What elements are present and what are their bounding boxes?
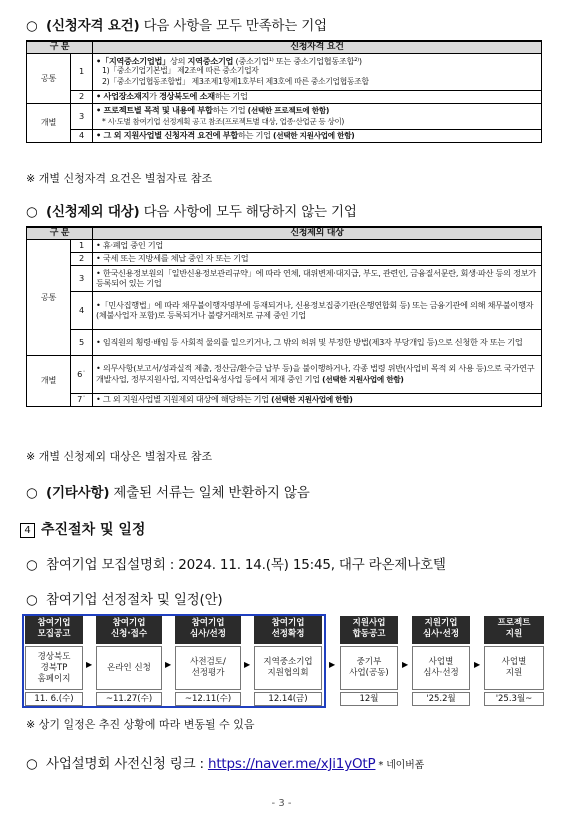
row-content: • 국세 또는 지방세를 체납 중인 자 또는 기업 xyxy=(93,252,542,265)
row-content xyxy=(93,129,542,142)
text: 프로젝트 xyxy=(497,618,531,628)
text: 사업(공동) xyxy=(349,668,389,678)
text: 선정평가 xyxy=(191,668,225,678)
bullet-icon: ○ xyxy=(26,592,38,608)
row-number: 4 xyxy=(71,291,93,329)
flow-step-date: 11. 6.(수) xyxy=(25,692,83,706)
flow-step-date: ~12.11(수) xyxy=(175,692,241,706)
other-label: (기타사항) xyxy=(46,485,110,501)
flow-step-body xyxy=(340,646,398,690)
text: (선택한 지원사업에 한함) xyxy=(273,130,355,140)
flow-step-head xyxy=(254,616,322,644)
table-row xyxy=(27,355,542,393)
page-number: - 3 - xyxy=(271,798,292,809)
text: 경상북도 xyxy=(37,651,71,662)
flow-step-body xyxy=(484,646,544,690)
bullet-icon: ○ xyxy=(26,756,38,772)
flow-step-head xyxy=(412,616,470,644)
text: 합동공고 xyxy=(352,629,386,639)
row-content xyxy=(93,355,542,393)
text: 가 xyxy=(149,91,160,102)
flow-step-head xyxy=(96,616,162,644)
naver-form-note: * 네이버폼 xyxy=(375,760,425,771)
row-number: 1 xyxy=(71,239,93,252)
row-content xyxy=(93,393,542,406)
text: 모집공고 xyxy=(37,629,71,639)
briefing-session-text: 참여기업 모집설명회 : 2024. 11. 14.(목) 15:45, 대구 라온제나호텔 xyxy=(46,557,446,573)
text: 하는 기업 xyxy=(237,129,274,140)
selection-schedule-line xyxy=(26,588,223,608)
flow-step-head xyxy=(340,616,398,644)
flow-step-head xyxy=(175,616,241,644)
flow-step xyxy=(175,616,241,706)
row-content: • 한국신용정보원의「일반신용정보관리규약」에 따라 연체, 대위변제·대지급, 부도, 관련인, 금융질서문란, 회생·파산 등의 정보가 등록되어 있는 기업 xyxy=(93,265,542,291)
sub-text: 2)「중소기업협동조합법」 제3조제1항제1호부터 제3호에 따른 중소기업협동조합 xyxy=(102,76,369,86)
registration-link-line xyxy=(26,752,424,772)
text: •「지역중소기업법」 xyxy=(96,55,170,66)
group-individual: 개별 xyxy=(27,355,71,406)
text: (선택한 프로젝트에 한함) xyxy=(247,106,330,115)
text: 지원협의회 xyxy=(267,668,309,678)
other-text: 제출된 서류는 일체 반환하지 않음 xyxy=(109,485,310,501)
text: 경상북도에 소재 xyxy=(159,91,215,102)
table-row xyxy=(27,103,542,129)
text: 하는 기업 xyxy=(214,91,248,102)
section-exclusion-heading xyxy=(26,200,357,220)
text: 심사·선정 xyxy=(422,629,460,639)
selection-schedule-text: 참여기업 선정절차 및 일정(안) xyxy=(46,592,223,608)
text: 지역중소기업 xyxy=(263,657,313,667)
row-content: •「민사집행법」에 따라 채무불이행자명부에 등재되거나, 신용정보집중기관(은행연합회 등) 또는 금융기관에 의해 채무불이행자(체불사업자 포함)로 등록되거나 불량거래처로 규제 중인 기업 xyxy=(93,291,542,329)
arrow-right-icon: ▶ xyxy=(86,660,93,669)
text: • 그 외 지원사업별 신청자격 요건에 부합 xyxy=(96,129,238,140)
arrow-right-icon: ▶ xyxy=(329,660,336,669)
flow-step-date: '25.2월 xyxy=(412,692,470,706)
text: 온라인 신청 xyxy=(107,662,151,673)
text: 신청·접수 xyxy=(110,629,148,639)
text: 상의 xyxy=(169,55,188,66)
table-header-group: 구 분 xyxy=(27,41,93,53)
text: 사전검토/ xyxy=(190,657,226,667)
table-row xyxy=(27,265,542,291)
text: 지원기업 xyxy=(424,618,458,628)
procedure-heading xyxy=(20,519,145,539)
group-individual: 개별 xyxy=(27,103,71,142)
procedure-title: 추진절차 및 일정 xyxy=(41,522,146,538)
registration-link[interactable]: https://naver.me/xJi1yOtP xyxy=(207,756,376,772)
text: (선택한 지원사업에 한함) xyxy=(271,394,353,404)
text: 심사·선정 xyxy=(423,668,459,678)
flow-step-body xyxy=(175,646,241,690)
flow-step-body xyxy=(412,646,470,690)
text: 참여기업 xyxy=(37,618,71,628)
row-number: 7˙ xyxy=(71,393,93,406)
text: 하는 기업 xyxy=(212,105,248,115)
group-common: 공통 xyxy=(27,239,71,355)
table-row xyxy=(27,291,542,329)
flow-step-head xyxy=(25,616,83,644)
sub-text: 1)「중소기업기본법」 제2조에 따른 중소기업자 xyxy=(102,66,259,76)
note-schedule: ※ 상기 일정은 추진 상황에 따라 변동될 수 있음 xyxy=(26,718,255,731)
row-content xyxy=(93,90,542,103)
table-row xyxy=(27,129,542,142)
row-number: 2 xyxy=(71,90,93,103)
row-number: 2 xyxy=(71,252,93,265)
text: • 의무사항(보고서/성과실적 제출, 정산금/환수금 납부 등)을 불이행하거나, 각종 법령 위반(사업비 목적 외 사용 등)으로 국가연구개발사업, 정부지원사업, 지역산업육성사업 등에서 제재 중인 기업 xyxy=(96,363,535,384)
flow-step xyxy=(25,616,83,706)
arrow-right-icon: ▶ xyxy=(165,660,172,669)
row-content: • 휴·폐업 중인 기업 xyxy=(93,239,542,252)
text: 사업별 xyxy=(428,657,454,667)
text: 지원 xyxy=(505,668,523,678)
arrow-right-icon: ▶ xyxy=(474,660,481,669)
table-row xyxy=(27,393,542,406)
sub-text: * 시·도별 참여기업 선정계획 공고 참조(프로젝트별 대상, 업종·산업군 등 상이) xyxy=(102,116,345,126)
row-number: 1 xyxy=(71,53,93,90)
table-row xyxy=(27,239,542,252)
text: 선정확정 xyxy=(271,629,305,639)
arrow-right-icon: ▶ xyxy=(402,660,409,669)
exclusion-label: (신청제외 대상) xyxy=(46,204,140,220)
note-exclusion: ※ 개별 신청제외 대상은 별첨자료 참조 xyxy=(26,450,213,463)
flow-step xyxy=(412,616,470,706)
eligibility-table xyxy=(26,40,542,143)
flow-step xyxy=(484,616,544,706)
section-other-heading xyxy=(26,481,310,501)
row-number: 6˙ xyxy=(71,355,93,393)
table-row xyxy=(27,329,542,355)
table-header-group: 구 분 xyxy=(27,227,93,239)
text: 홈페이지 xyxy=(37,673,71,684)
flow-step-head xyxy=(484,616,544,644)
section-eligibility-heading xyxy=(26,14,327,34)
flow-step-date: '25.3월~ xyxy=(484,692,544,706)
text: 심사/선정 xyxy=(190,629,226,639)
briefing-session-line xyxy=(26,553,446,573)
text: • 그 외 지원사업별 지원제외 대상에 해당하는 기업 xyxy=(96,393,272,404)
text: • 프로젝트별 목적 및 내용에 부합 xyxy=(96,105,213,115)
table-row xyxy=(27,90,542,103)
registration-link-label: 사업설명회 사전신청 링크 : xyxy=(46,756,208,772)
flow-step-body xyxy=(96,646,162,690)
text: 중기부 xyxy=(356,657,382,667)
flow-step xyxy=(340,616,398,706)
row-content xyxy=(93,103,542,129)
flow-step-date: 12월 xyxy=(340,692,398,706)
flow-step xyxy=(254,616,322,706)
note-eligibility: ※ 개별 신청자격 요건은 별첨자료 참조 xyxy=(26,172,213,185)
exclusion-table xyxy=(26,226,542,407)
table-header-content: 신청자격 요건 xyxy=(93,41,542,53)
text: 지역중소기업 xyxy=(187,55,234,66)
flow-step xyxy=(96,616,162,706)
eligibility-text: 다음 사항을 모두 만족하는 기업 xyxy=(139,18,327,34)
table-row xyxy=(27,252,542,265)
row-number: 3 xyxy=(71,103,93,129)
text: 참여기업 xyxy=(112,618,146,628)
text: 지원사업 xyxy=(352,618,386,628)
table-row xyxy=(27,53,542,90)
text: 지원 xyxy=(505,629,523,639)
text: 참여기업 xyxy=(271,618,305,628)
text: 경북TP xyxy=(40,662,68,673)
row-content xyxy=(93,53,542,90)
row-number: 4 xyxy=(71,129,93,142)
bullet-icon: ○ xyxy=(26,204,38,220)
text: (중소기업¹⁾ 또는 중소기업협동조합²⁾) xyxy=(233,55,362,66)
eligibility-label: (신청자격 요건) xyxy=(46,18,140,34)
exclusion-text: 다음 사항에 모두 해당하지 않는 기업 xyxy=(139,204,357,220)
text: • 사업장소재지 xyxy=(96,91,150,102)
flow-step-body xyxy=(254,646,322,690)
process-flow xyxy=(22,616,552,708)
text: 사업별 xyxy=(501,657,527,667)
section-number-box: 4 xyxy=(20,523,35,538)
group-common: 공통 xyxy=(27,53,71,103)
flow-step-date: ~11.27(수) xyxy=(96,692,162,706)
bullet-icon: ○ xyxy=(26,557,38,573)
row-number: 3 xyxy=(71,265,93,291)
row-number: 5 xyxy=(71,329,93,355)
text: 참여기업 xyxy=(191,618,225,628)
text: (선택한 지원사업에 한함) xyxy=(322,374,404,384)
table-header-content: 신청제외 대상 xyxy=(93,227,542,239)
bullet-icon: ○ xyxy=(26,18,38,34)
bullet-icon: ○ xyxy=(26,485,38,501)
arrow-right-icon: ▶ xyxy=(244,660,251,669)
row-content: • 임직원의 횡령·배임 등 사회적 물의를 일으키거나, 그 밖의 허위 및 부정한 방법(제3자 부당개입 등)으로 신청한 자 또는 기업 xyxy=(93,329,542,355)
flow-step-body xyxy=(25,646,83,690)
flow-step-date: 12.14(금) xyxy=(254,692,322,706)
